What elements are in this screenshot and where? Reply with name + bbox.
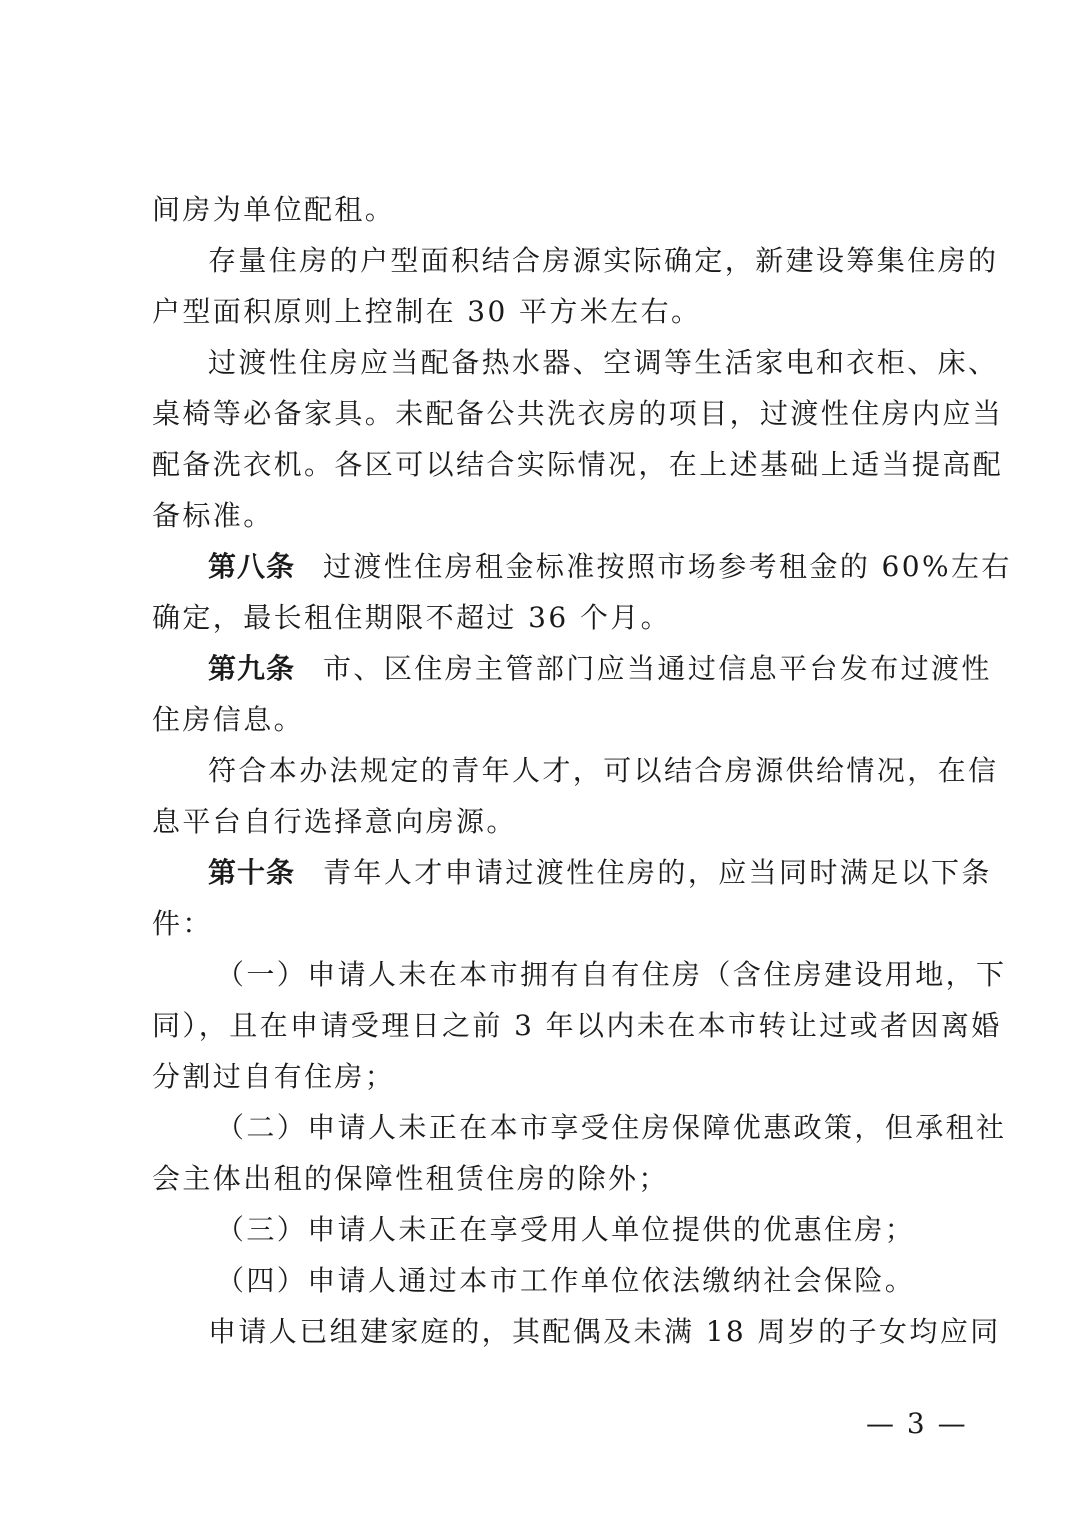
article-8-line — [152, 541, 1012, 592]
condition-item-3: （三）申请人未正在享受用人单位提供的优惠住房； — [216, 1213, 916, 1246]
text-line: 符合本办法规定的青年人才，可以结合房源供给情况，在信 — [208, 754, 999, 787]
text-line: 过渡性住房应当配备热水器、空调等生活家电和衣柜、床、 — [208, 346, 999, 379]
page-number: — 3 — — [866, 1407, 968, 1440]
document-body — [152, 184, 1012, 1357]
article-9-heading: 第九条 — [208, 652, 296, 685]
text-line: 息平台自行选择意向房源。 — [152, 805, 517, 838]
article-8-heading: 第八条 — [208, 550, 296, 583]
text-line: 件： — [152, 907, 213, 940]
condition-item-1: （一）申请人未在本市拥有自有住房（含住房建设用地，下 — [216, 958, 1007, 991]
text-line: 桌椅等必备家具。未配备公共洗衣房的项目，过渡性住房内应当 — [152, 397, 1004, 430]
article-9-line — [152, 643, 992, 694]
text-line: 同），且在申请受理日之前 3 年以内未在本市转让过或者因离婚 — [152, 1009, 1002, 1042]
article-10-text: 青年人才申请过渡性住房的，应当同时满足以下条 — [323, 856, 992, 889]
article-10-heading: 第十条 — [208, 856, 296, 889]
text-line: 户型面积原则上控制在 30 平方米左右。 — [152, 295, 702, 328]
text-line: 申请人已组建家庭的，其配偶及未满 18 周岁的子女均应同 — [208, 1315, 1001, 1348]
text-line: 住房信息。 — [152, 703, 305, 736]
text-line: 备标准。 — [152, 499, 274, 532]
text-line: 会主体出租的保障性租赁住房的除外； — [152, 1162, 669, 1195]
text-line: 存量住房的户型面积结合房源实际确定，新建设筹集住房的 — [208, 244, 999, 277]
condition-item-2: （二）申请人未正在本市享受住房保障优惠政策，但承租社 — [216, 1111, 1007, 1144]
article-9-text: 市、区住房主管部门应当通过信息平台发布过渡性 — [323, 652, 992, 685]
text-line: 间房为单位配租。 — [152, 193, 396, 226]
text-line: 分割过自有住房； — [152, 1060, 396, 1093]
text-line: 配备洗衣机。各区可以结合实际情况，在上述基础上适当提高配 — [152, 448, 1004, 481]
text-line: 确定，最长租住期限不超过 36 个月。 — [152, 601, 672, 634]
article-10-line — [152, 847, 992, 898]
condition-item-4: （四）申请人通过本市工作单位依法缴纳社会保险。 — [216, 1264, 916, 1297]
article-8-text: 过渡性住房租金标准按照市场参考租金的 60%左右 — [323, 550, 1012, 583]
